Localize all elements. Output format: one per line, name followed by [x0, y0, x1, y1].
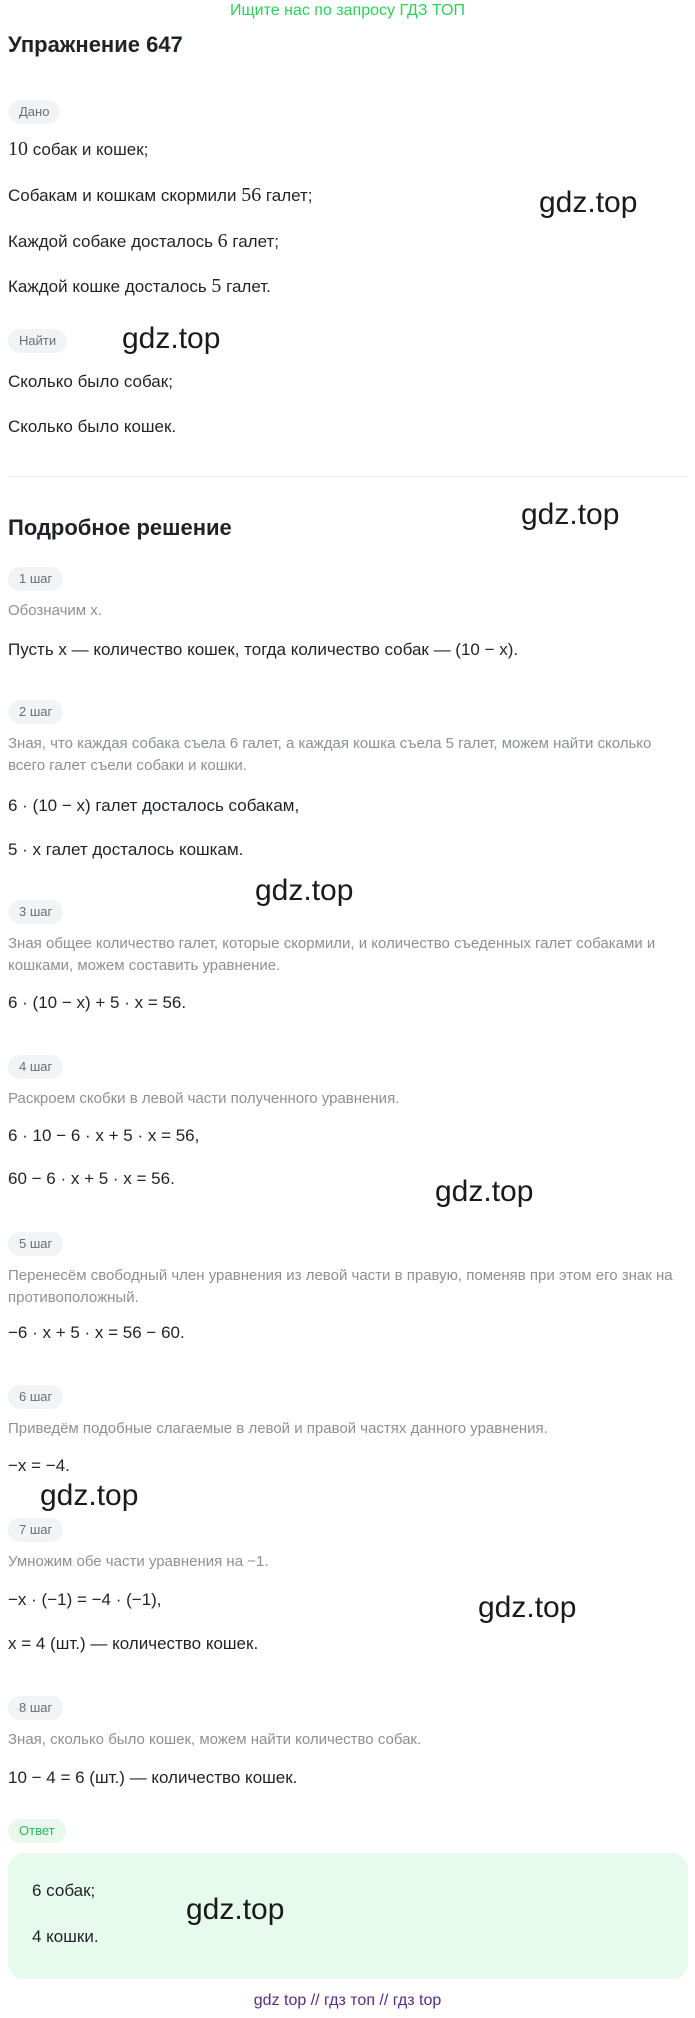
given-item: Каждой кошке досталось 5 галет.: [8, 275, 271, 297]
watermark: gdz.top: [521, 498, 620, 531]
step-description: Приведём подобные слагаемые в левой и правой частях данного уравнения.: [8, 1420, 548, 1437]
find-item: Сколько было собак;: [8, 372, 173, 391]
step-line: −x · (−1) = −4 · (−1),: [8, 1590, 162, 1609]
step-line: −x = −4.: [8, 1456, 70, 1475]
given-badge: Дано: [8, 100, 60, 124]
watermark: gdz.top: [122, 322, 221, 355]
step-line: Пусть x — количество кошек, тогда количество собак — (10 − x).: [8, 640, 519, 659]
step-line: 10 − 4 = 6 (шт.) — количество кошек.: [8, 1768, 298, 1787]
given-item: 10 собак и кошек;: [8, 138, 149, 160]
answer-badge: Ответ: [8, 1819, 66, 1843]
step-badge: 4 шаг: [8, 1055, 63, 1079]
step-line: x = 4 (шт.) — количество кошек.: [8, 1634, 259, 1653]
answer-line: 6 собак;: [32, 1881, 96, 1900]
step-line: −6 · x + 5 · x = 56 − 60.: [8, 1323, 185, 1342]
find-item: Сколько было кошек.: [8, 417, 177, 436]
watermark: gdz.top: [539, 186, 638, 219]
watermark: gdz.top: [40, 1479, 139, 1512]
step-badge: 7 шаг: [8, 1518, 63, 1542]
step-description: Обозначим x.: [8, 602, 102, 619]
step-badge: 1 шаг: [8, 567, 63, 591]
promo-banner[interactable]: Ищите нас по запросу ГДЗ ТОП: [230, 2, 465, 19]
step-badge: 8 шаг: [8, 1696, 63, 1720]
step-badge: 5 шаг: [8, 1232, 63, 1256]
step-badge: 2 шаг: [8, 700, 63, 724]
step-description: Раскроем скобки в левой части полученного уравнения.: [8, 1090, 400, 1107]
watermark: gdz.top: [478, 1591, 577, 1624]
step-badge: 3 шаг: [8, 900, 63, 924]
step-badge: 6 шаг: [8, 1385, 63, 1409]
answer-line: 4 кошки.: [32, 1927, 99, 1946]
step-line: 60 − 6 · x + 5 · x = 56.: [8, 1169, 175, 1188]
answer-box: [8, 1853, 688, 1979]
watermark: gdz.top: [186, 1893, 285, 1926]
step-description: Зная, сколько было кошек, можем найти количество собак.: [8, 1731, 422, 1748]
page-title: Упражнение 647: [8, 32, 183, 57]
step-description: Зная общее количество галет, которые скормили, и количество съеденных галет собаками и кошками, можем составить уравнение.: [8, 935, 656, 974]
watermark: gdz.top: [435, 1175, 534, 1208]
step-line: 5 · x галет досталось кошкам.: [8, 840, 244, 859]
step-line: 6 · (10 − x) + 5 · x = 56.: [8, 993, 187, 1012]
footer-links[interactable]: gdz top // гдз топ // гдз top: [253, 1992, 442, 2009]
step-line: 6 · 10 − 6 · x + 5 · x = 56,: [8, 1126, 200, 1145]
step-line: 6 · (10 − x) галет досталось собакам,: [8, 796, 300, 815]
find-badge: Найти: [8, 329, 67, 353]
step-description: Умножим обе части уравнения на −1.: [8, 1553, 269, 1570]
step-description: Зная, что каждая собака съела 6 галет, а каждая кошка съела 5 галет, можем найти сколько всего галет съели собаки и кошки.: [8, 735, 652, 774]
solution-title: Подробное решение: [8, 515, 232, 540]
section-divider: [8, 476, 688, 477]
watermark: gdz.top: [255, 874, 354, 907]
given-item: Каждой собаке досталось 6 галет;: [8, 230, 279, 252]
step-description: Перенесём свободный член уравнения из левой части в правую, поменяв при этом его знак на противоположный.: [8, 1267, 673, 1306]
given-item: Собакам и кошкам скормили 56 галет;: [8, 184, 313, 206]
